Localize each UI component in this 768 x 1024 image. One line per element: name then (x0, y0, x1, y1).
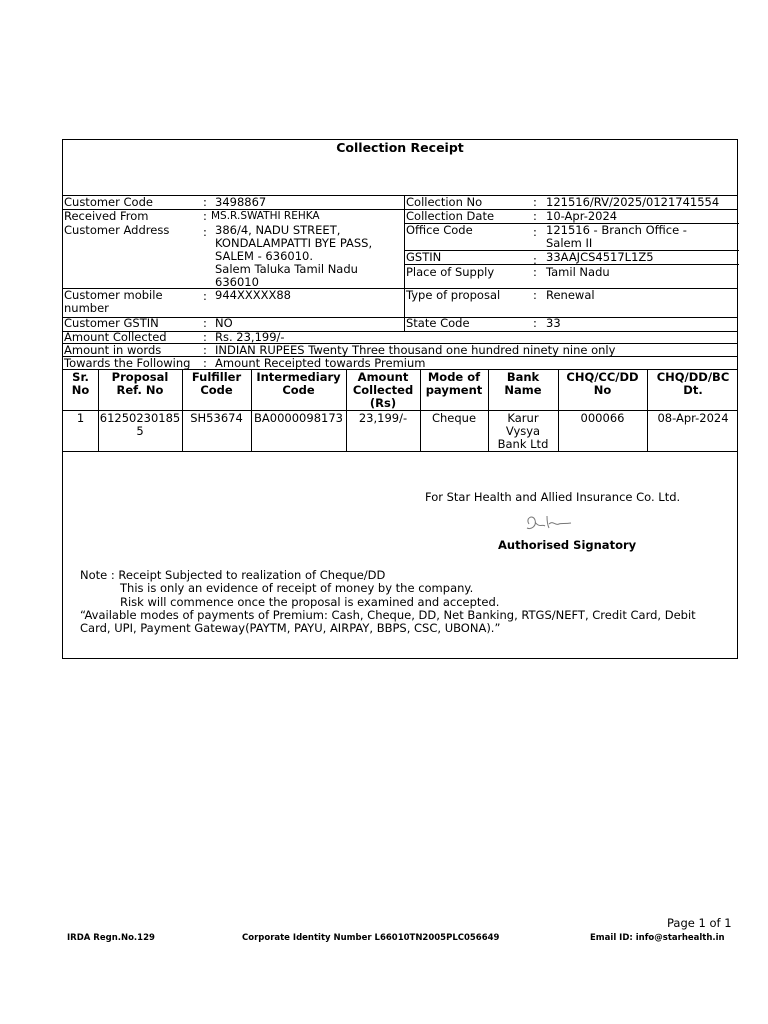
place-of-supply-value: Tamil Nadu (546, 265, 610, 279)
th-mode: Mode of payment (425, 370, 483, 397)
colon: : (203, 343, 207, 357)
td-sr: 1 (76, 411, 85, 425)
address-line: 386/4, NADU STREET, (215, 223, 341, 237)
collection-date-value: 10-Apr-2024 (546, 209, 618, 223)
company-line: For Star Health and Allied Insurance Co. Ltd. (425, 490, 681, 504)
towards-label: Towards the Following (64, 356, 191, 370)
corporate-identity-number: Corporate Identity Number L66010TN2005PLC056649 (242, 933, 500, 943)
colon: : (203, 289, 207, 303)
customer-gstin-label: Customer GSTIN (64, 316, 159, 330)
type-of-proposal-value: Renewal (546, 288, 595, 302)
collection-no-label: Collection No (406, 195, 483, 209)
rule (63, 317, 737, 318)
rule (63, 288, 737, 289)
email-id: Email ID: info@starhealth.in (590, 933, 725, 943)
received-from-value: MS.R.SWATHI REHKA (211, 210, 320, 222)
colon: : (203, 330, 207, 344)
rule (63, 209, 737, 210)
note-line: Risk will commence once the proposal is examined and accepted. (120, 594, 500, 609)
td-fulfiller: SH53674 (190, 411, 243, 425)
th-chq-dt: CHQ/DD/BC Dt. (656, 370, 730, 397)
amount-in-words-label: Amount in words (64, 343, 162, 357)
state-code-label: State Code (406, 316, 470, 330)
gstin-value: 33AAJCS4517L1Z5 (546, 250, 654, 264)
collection-date-label: Collection Date (406, 209, 495, 223)
colon: : (533, 195, 537, 209)
customer-mobile-value: 944XXXXX88 (215, 288, 291, 302)
note-block (80, 569, 499, 609)
note-line: This is only an evidence of receipt of money by the company. (120, 581, 474, 596)
type-of-proposal-label: Type of proposal (406, 288, 501, 302)
address-line: KONDALAMPATTI BYE PASS, (215, 236, 373, 250)
colon: : (533, 225, 537, 239)
customer-mobile-label: Customer mobile (64, 288, 163, 302)
colon: : (203, 209, 207, 223)
note-line: Receipt Subjected to realization of Cheque/DD (118, 568, 386, 582)
customer-mobile-label-2: number (64, 301, 109, 315)
td-bank: Karur Vysya Bank Ltd (497, 411, 549, 451)
td-chq-no: 000066 (580, 411, 625, 425)
colon: : (203, 225, 207, 239)
th-bank: Bank Name (504, 370, 542, 397)
td-proposal: 61250230185 5 (99, 411, 181, 438)
office-code-label: Office Code (406, 223, 473, 237)
th-sr: Sr. No (71, 370, 90, 397)
payment-modes-line: “Available modes of payments of Premium: Cash, Cheque, DD, Net Banking, RTGS/NEFT, Credit Card, Debit (80, 608, 696, 622)
office-code-value-2: Salem II (546, 236, 593, 250)
rule (63, 451, 737, 452)
signature-scribble (521, 512, 577, 534)
place-of-supply-label: Place of Supply (406, 265, 495, 279)
customer-code-label: Customer Code (64, 195, 153, 209)
payment-modes-line: Card, UPI, Payment Gateway(PAYTM, PAYU, AIRPAY, BBPS, CSC, UBONA).” (80, 621, 501, 635)
receipt-title: Collection Receipt (336, 140, 464, 155)
colon: : (533, 265, 537, 279)
address-line: SALEM - 636010. (215, 249, 313, 263)
customer-address-label: Customer Address (64, 223, 170, 237)
colon: : (533, 209, 537, 223)
address-line: 636010 (215, 275, 259, 289)
collection-no-value: 121516/RV/2025/0121741554 (546, 195, 720, 209)
colon: : (203, 316, 207, 330)
divider (404, 195, 405, 331)
state-code-value: 33 (546, 316, 561, 330)
colon: : (203, 195, 207, 209)
irda-regn: IRDA Regn.No.129 (67, 933, 155, 943)
customer-gstin-value: NO (215, 316, 233, 330)
td-mode: Cheque (431, 411, 477, 425)
th-fulfiller: Fulfiller Code (191, 370, 242, 397)
page-number: Page 1 of 1 (667, 916, 732, 930)
colon: : (533, 288, 537, 302)
customer-code-value: 3498867 (215, 195, 267, 209)
th-intermediary: Intermediary Code (256, 370, 341, 397)
note-label: Note : (80, 568, 115, 582)
td-intermediary: BA0000098173 (254, 411, 343, 425)
address-line: Salem Taluka Tamil Nadu (215, 262, 358, 276)
amount-collected-label: Amount Collected (64, 330, 167, 344)
th-chq-no: CHQ/CC/DD No (566, 370, 639, 397)
colon: : (533, 316, 537, 330)
amount-collected-value: Rs. 23,199/- (215, 330, 285, 344)
th-proposal: Proposal Ref. No (111, 370, 169, 397)
received-from-label: Received From (64, 209, 149, 223)
colon: : (203, 356, 207, 370)
authorised-signatory: Authorised Signatory (498, 538, 637, 552)
gstin-label: GSTIN (406, 250, 442, 264)
colon: : (533, 253, 537, 267)
td-amount: 23,199/- (358, 411, 408, 425)
td-chq-dt: 08-Apr-2024 (657, 411, 729, 425)
amount-in-words-value: INDIAN RUPEES Twenty Three thousand one hundred ninety nine only (215, 343, 616, 357)
receipt-frame (62, 139, 738, 659)
towards-value: Amount Receipted towards Premium (215, 356, 426, 370)
th-amount: Amount Collected (Rs) (352, 370, 414, 410)
office-code-value: 121516 - Branch Office - (546, 223, 687, 237)
